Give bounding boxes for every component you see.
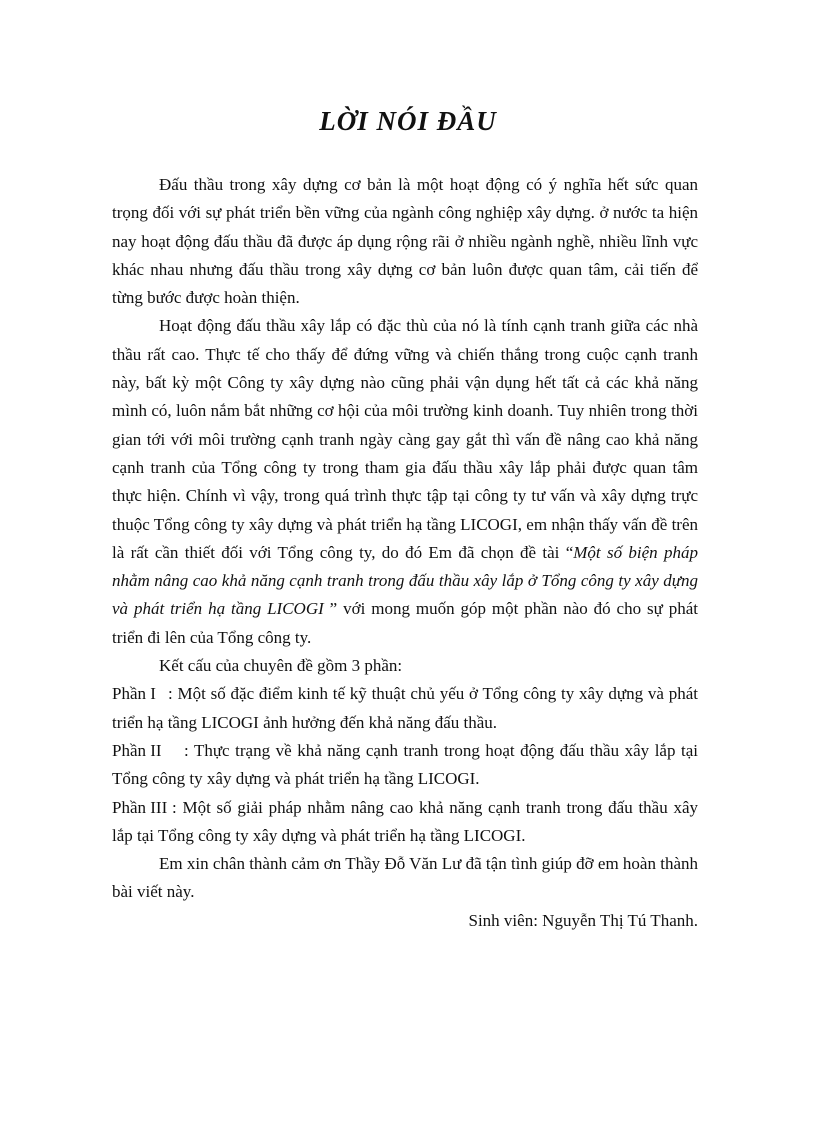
part-description: : Một số giải pháp nhằm nâng cao khả năng cạnh tranh trong đấu thầu xây lắp tại Tổng công ty xây dựng và phát triển hạ tầng LICOGI. [112,797,698,845]
thanks-paragraph: Em xin chân thành cảm ơn Thầy Đỗ Văn Lư đã tận tình giúp đỡ em hoàn thành bài viết này. [112,854,698,902]
thesis-topic: Một số biện pháp nhằm nâng cao khả năng cạnh tranh trong đấu thầu xây lắp ở Tổng công ty xây dựng và phát triển hạ tầng LICOGI [112,542,698,619]
page-title: LỜI NÓI ĐẦU [319,106,497,136]
part-description: : Thực trạng về khả năng cạnh tranh trong hoạt động đấu thầu xây lắp tại Tổng công ty xây dựng và phát triển hạ tầng LICOGI. [112,740,698,789]
structure-intro: Kết cấu của chuyên đề gồm 3 phần: [159,656,403,676]
intro-paragraph: Đấu thầu trong xây dựng cơ bản là một hoạt động có ý nghĩa hết sức quan trọng đối với sự phát triển bền vững của ngành công nghiệp xây dựng. ở nước ta hiện nay hoạt động đấu thầu đã được áp dụng rộng rãi ở nhiều ngành nghề, nhiều lĩnh vực khác nhau nhưng đấu thầu trong xây dựng cơ bản luôn được quan tâm, cải tiến để từng bước được hoàn thiện. [112,175,698,308]
part-label: Phần II [112,740,162,760]
part-item [112,794,698,851]
document-body [112,171,698,935]
part-label: Phần III [112,797,168,817]
part-label: Phần I [112,684,156,704]
signature: Sinh viên: Nguyễn Thị Tú Thanh. [468,910,698,930]
context-text-start: Hoạt động đấu thầu xây lắp có đặc thù của nó là tính cạnh tranh giữa các nhà thầu rất cao. Thực tế cho thấy để đứng vững và chiến thắng trong cuộc cạnh tranh này, bất kỳ một Công ty xây dựng nào cũng phải vận dụng hết tất cả các khả năng mình có, luôn nắm bắt những cơ hội của môi trường kinh doanh. Tuy nhiên trong thời gian tới với môi trường cạnh tranh ngày càng gay gắt thì vấn đề nâng cao khả năng cạnh tranh của Tổng công ty trong tham gia đấu thầu xây lắp phải được quan tâm thực hiện. Chính vì vậy, trong quá trình thực tập tại công ty tư vấn và xây dựng trực thuộc Tổng công ty xây dựng và phát triển hạ tầng LICOGI, em nhận thấy vấn đề trên là rất cần thiết đối với Tổng công ty, do đó Em đã chọn đề tài “ [112,316,698,562]
part-item [112,680,698,737]
context-text-end: ” với mong muốn góp một phần nào đó cho sự phát triển đi lên của Tổng công ty. [112,599,698,647]
context-paragraph [112,312,698,652]
part-description: : Một số đặc điểm kinh tế kỹ thuật chủ yếu ở Tổng công ty xây dựng và phát triển hạ tầng LICOGI ảnh hưởng đến khả năng đấu thầu. [112,684,698,732]
part-item [112,737,698,794]
